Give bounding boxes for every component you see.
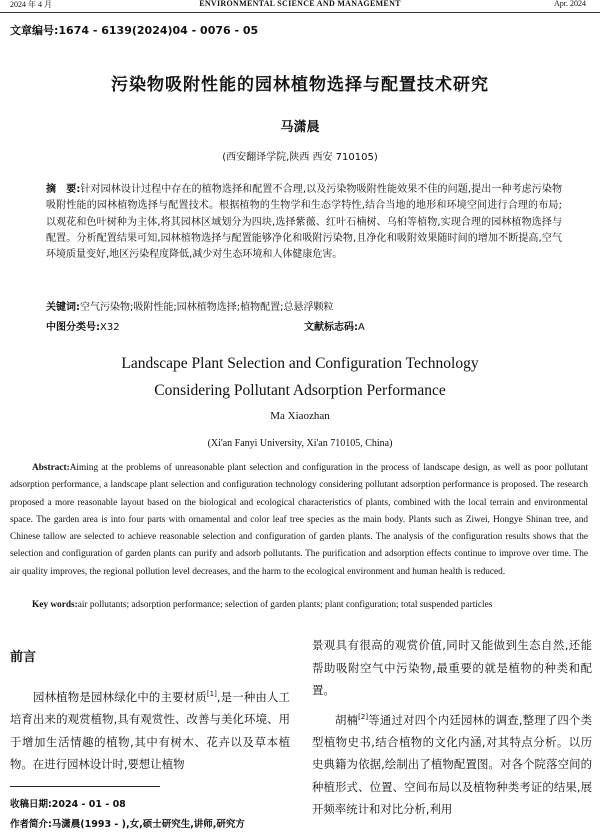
paper-title-en — [0, 350, 600, 404]
abstract-en-label: Abstract: — [32, 463, 70, 473]
abstract-en — [10, 460, 588, 581]
paper-title-zh: 污染物吸附性能的园林植物选择与配置技术研究 — [111, 75, 489, 95]
keywords-zh — [46, 298, 562, 313]
intro-p2-text-b: 等通过对四个内廷园林的调查,整理了四个类型植物史书,结合植物的文化内涵,对其特点分析。以历史典籍为依据,绘制出了植物配置图。对各个院落空间的种植形式、位置、空间布局以及植物种类考证的结果,展开频率统计和对比分析,利用 — [312, 712, 592, 817]
running-header — [0, 0, 600, 13]
author-name-en: Ma Xiaozhan — [270, 410, 330, 422]
footnote-received: 收稿日期:2024 - 01 - 08 — [10, 798, 126, 810]
intro-paragraph-1-cont: 景观具有很高的观赏价值,同时又能做到生态自然,还能帮助吸附空气中污染物,最重要的就是植物的种类和配置。 — [312, 638, 592, 697]
affiliation-zh: (西安翻译学院,陕西 西安 710105) — [222, 152, 378, 163]
keywords-en-label: Key words: — [32, 600, 78, 610]
intro-paragraph-2 — [312, 706, 592, 821]
journal-name: ENVIRONMENTAL SCIENCE AND MANAGEMENT — [199, 0, 401, 8]
doc-code-label: 文献标志码: — [304, 322, 358, 333]
abstract-zh-label: 摘 要: — [46, 184, 81, 195]
classification-row — [46, 318, 562, 333]
clc-value: X32 — [100, 322, 120, 333]
section-heading: 前言 — [10, 650, 37, 665]
footnote-author-bio: 作者简介:马潇晨(1993 - ),女,硕士研究生,讲师,研究方 — [10, 818, 245, 830]
affiliation-en: (Xi'an Fanyi University, Xi'an 710105, China) — [207, 438, 393, 449]
keywords-zh-label: 关键词: — [46, 302, 80, 313]
abstract-en-text: Aiming at the problems of unreasonable plant selection and configuration in the process of landscape design, as well as poor pollutant adsorption performance, a landscape plant selection and configuration technology considering pollutant adsorption performance is proposed. The research proposed a more reasonable layout based on the biological and ecological characteristics of plants, combined with the local terrain and environmental space. The garden area is into four parts with ornamental and color leaf tree species as the main body. Plants such as Ziwei, Hongye Shinan tree, and Chinese tallow are selected to achieve reasonable selection and configuration of garden plants. The analysis of the configuration results shows that the selection and configuration of garden plants can purify and adsorb pollutants. The purification and adsorption effects continue to improve over time. The air quality improves, the regional pollution level decreases, and the harm to the ecological environment and human health is reduced. — [10, 463, 588, 577]
doc-code-value: A — [358, 322, 365, 333]
body-column-left — [10, 640, 290, 835]
body-column-right — [312, 634, 592, 821]
article-number: 文章编号:1674 - 6139(2024)04 - 0076 - 05 — [10, 24, 259, 37]
citation-1: [1] — [206, 690, 217, 698]
intro-p1-text-a: 园林植物是园林绿化中的主要材质 — [33, 689, 207, 704]
keywords-en-text: air pollutants; adsorption performance; selection of garden plants; plant configuration; total suspended particles — [77, 600, 493, 610]
intro-paragraph-1 — [10, 683, 290, 776]
abstract-zh — [46, 182, 562, 263]
clc-label: 中图分类号: — [46, 322, 100, 333]
keywords-zh-text: 空气污染物;吸附性能;园林植物选择;植物配置;总悬浮颗粒 — [80, 302, 334, 313]
author-name-zh: 马潇晨 — [280, 120, 320, 135]
intro-p2-text-a: 胡楠 — [335, 712, 359, 727]
title-en-line-2: Considering Pollutant Adsorption Performance — [154, 382, 446, 399]
title-en-line-1: Landscape Plant Selection and Configuration Technology — [121, 355, 479, 372]
keywords-en — [32, 600, 588, 610]
document-code — [304, 318, 365, 333]
footnote-rule — [10, 786, 160, 787]
header-date-zh: 2024 年 4 月 — [10, 0, 52, 9]
intro-p1-text-b: ,是一种由人工培育出来的观赏植物,具有观赏性、改善与美化环境、用于增加生活情趣的植物,其中有树木、花卉以及草本植物。在进行园林设计时,要想让植物 — [10, 689, 290, 772]
abstract-zh-text: 针对园林设计过程中存在的植物选择和配置不合理,以及污染物吸附性能效果不佳的问题,提出一种考虑污染物吸附性能的园林植物选择与配置技术。根据植物的生物学和生态学特性,结合当地的地形和环境空间进行合理的布局;以观花和色叶树种为主体,将其园林区域划分为四块,选择紫薇、红叶石楠树、乌桕等植物,实现合理的园林植物选择与配置。分析配置结果可知,园林植物选择与配置能够净化和吸附污染物,且净化和吸附效果随时间的增加不断提高,空气环境质量变好,地区污染程度降低,减少对生态环境和人体健康危害。 — [46, 184, 563, 261]
citation-2: [2] — [358, 712, 369, 721]
header-date-en: Apr. 2024 — [554, 0, 586, 8]
